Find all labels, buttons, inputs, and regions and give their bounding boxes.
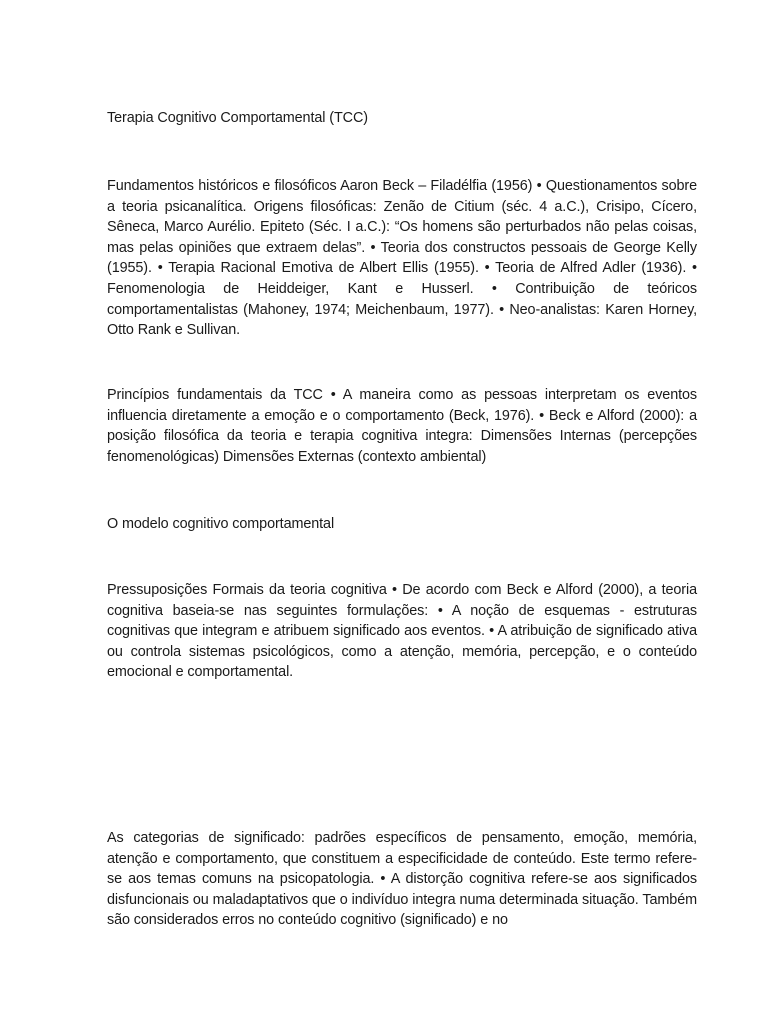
paragraph-principios: Princípios fundamentais da TCC • A maneira como as pessoas interpretam os eventos influencia diretamente a emoção e o comportamento (Beck, 1976). • Beck e Alford (2000): a posição filosófica da teoria e terapia cognitiva integra: Dimensões Internas (percepções fenomenológicas) Dimensões Externas (contexto ambiental) [107,387,697,465]
heading-modelo-cognitivo: O modelo cognitivo comportamental [107,516,335,532]
document-title: Terapia Cognitivo Comportamental (TCC) [107,110,368,126]
paragraph-fundamentos: Fundamentos históricos e filosóficos Aaron Beck – Filadélfia (1956) • Questionamentos sobre a teoria psicanalítica. Origens filosóficas: Zenão de Citium (séc. 4 a.C.), Crisipo, Cícero, Sêneca, Marco Aurélio. Epiteto (Séc. I a.C.): “Os homens são perturbados não pelas coisas, mas pelas opiniões que extraem delas”. • Teoria dos constructos pessoais de George Kelly (1955). • Terapia Racional Emotiva de Albert Ellis (1955). • Teoria de Alfred Adler (1936). • Fenomenologia de Heiddeiger, Kant e Husserl. • Contribuição de teóricos comportamentalistas (Mahoney, 1974; Meichenbaum, 1977). • Neo-analistas: Karen Horney, Otto Rank e Sullivan. [107,178,697,339]
paragraph-categorias: As categorias de significado: padrões específicos de pensamento, emoção, memória, atenção e comportamento, que constituem a especificidade de conteúdo. Este termo refere-se aos temas comuns na psicopatologia. • A distorção cognitiva refere-se aos significados disfuncionais ou maladaptativos que o indivíduo integra numa determinada situação. Também são considerados erros no conteúdo cognitivo (significado) e no [107,830,697,929]
paragraph-pressuposicoes: Pressuposições Formais da teoria cognitiva • De acordo com Beck e Alford (2000), a teoria cognitiva baseia-se nas seguintes formulações: • A noção de esquemas - estruturas cognitivas que integram e atribuem significado aos eventos. • A atribuição de significado ativa ou controla sistemas psicológicos, como a atenção, memória, percepção, e o conteúdo emocional e comportamental. [107,582,697,681]
